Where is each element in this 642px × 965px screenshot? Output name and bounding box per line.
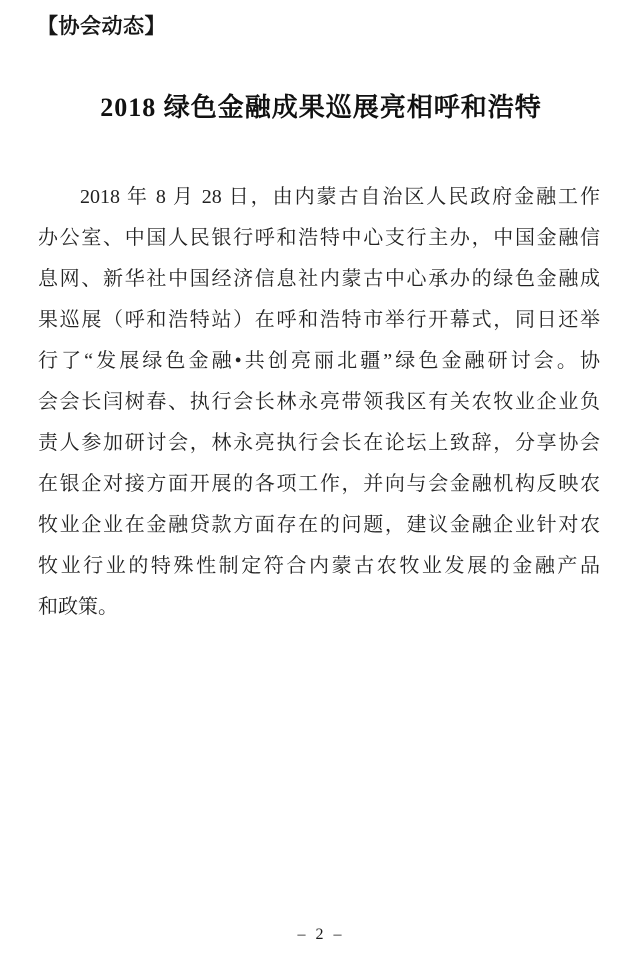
paragraph-line: 办公室、中国人民银行呼和浩特中心支行主办，中国金融信 — [38, 227, 600, 249]
paragraph-line: 和政策。 — [38, 596, 118, 618]
article-title: 2018 绿色金融成果巡展亮相呼和浩特 — [100, 93, 542, 122]
paragraph-line: 行了“发展绿色金融•共创亮丽北疆”绿色金融研讨会。协 — [38, 350, 600, 372]
section-header: 【协会动态】 — [37, 15, 166, 38]
paragraph-line: 会会长闫树春、执行会长林永亮带领我区有关农牧业企业负 — [38, 391, 600, 413]
paragraph-line: 责人参加研讨会，林永亮执行会长在论坛上致辞，分享协会 — [38, 432, 600, 454]
paragraph-line: 牧业企业在金融贷款方面存在的问题，建议金融企业针对农 — [38, 514, 600, 536]
page-number: – 2 – — [297, 926, 345, 943]
paragraph-line: 息网、新华社中国经济信息社内蒙古中心承办的绿色金融成 — [38, 268, 600, 290]
paragraph-line: 牧业行业的特殊性制定符合内蒙古农牧业发展的金融产品 — [38, 555, 600, 577]
article-body — [38, 177, 600, 628]
paragraph-line: 在银企对接方面开展的各项工作，并向与会金融机构反映农 — [38, 473, 600, 495]
paragraph-line: 2018 年 8 月 28 日，由内蒙古自治区人民政府金融工作 — [80, 186, 600, 208]
paragraph-line: 果巡展（呼和浩特站）在呼和浩特市举行开幕式，同日还举 — [38, 309, 600, 331]
